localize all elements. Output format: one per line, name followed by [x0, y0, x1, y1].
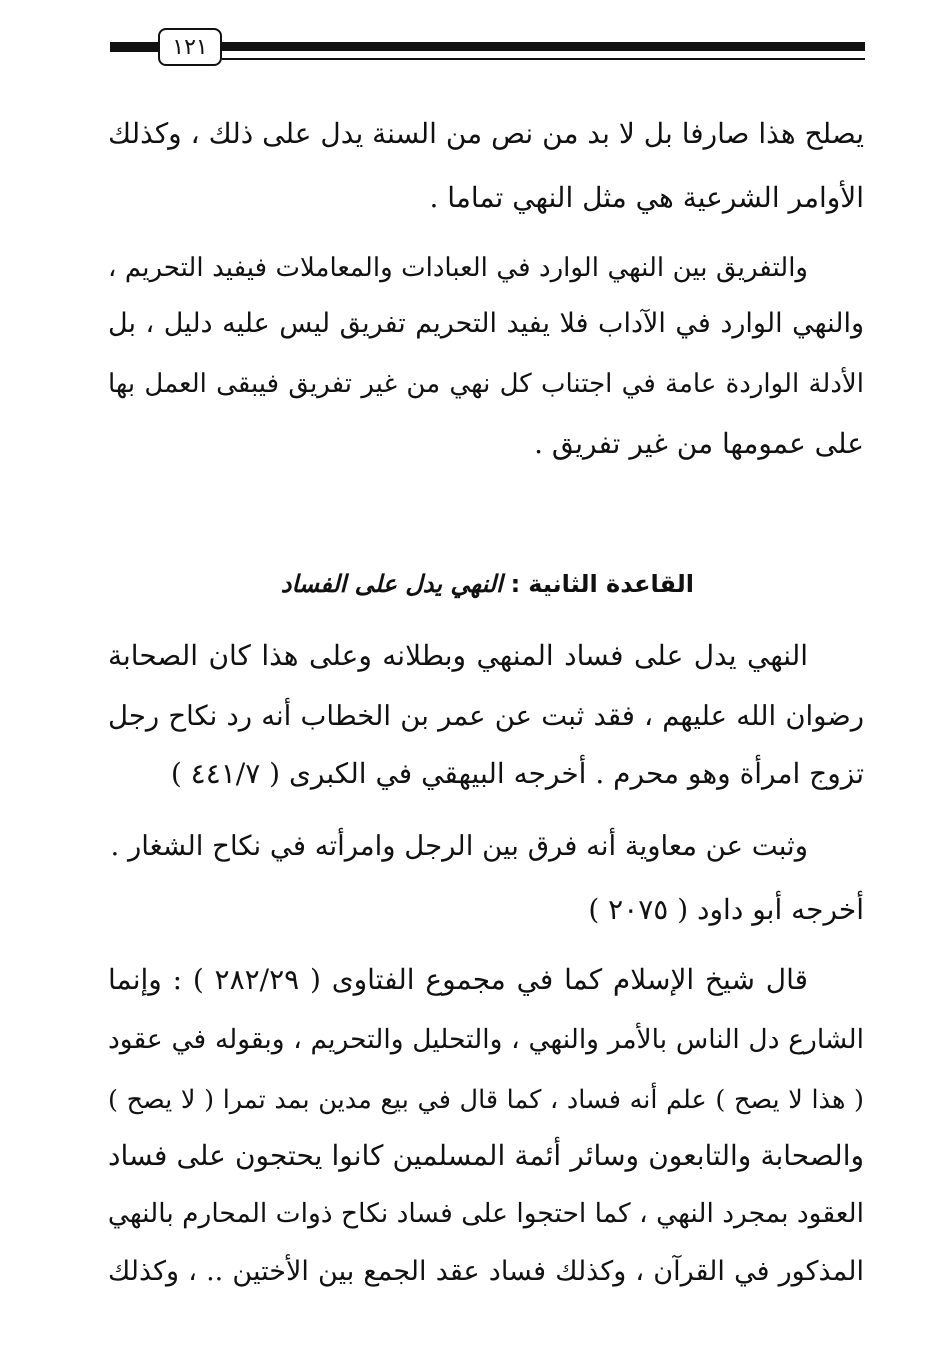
text-line: وثبت عن معاوية أنه فرق بين الرجل وامرأته في نكاح الشغار .: [110, 830, 808, 862]
text-line: العقود بمجرد النهي ، كما احتجوا على فساد نكاح ذوات المحارم بالنهي: [107, 1198, 864, 1229]
text-line: المذكور في القرآن ، وكذلك فساد عقد الجمع بين الأختين .. ، وكذلك: [108, 1256, 864, 1287]
text-line: رضوان الله عليهم ، فقد ثبت عن عمر بن الخطاب أنه رد نكاح رجل: [108, 700, 864, 732]
text-line: الشارع دل الناس بالأمر والنهي ، والتحليل والتحريم ، وبقوله في عقود: [108, 1024, 864, 1055]
page-header: [110, 28, 865, 72]
text-line: والصحابة والتابعون وسائر أئمة المسلمين كانوا يحتجون على فساد: [108, 1139, 864, 1172]
header-rule-left: [110, 42, 158, 52]
text-line: أخرجه أبو داود ( ٢٠٧٥ ): [588, 893, 864, 926]
text-line: تزوج امرأة وهو محرم . أخرجه البيهقي في الكبرى ( ٤٤١/٧ ): [170, 757, 864, 790]
page-number: ١٢١: [158, 28, 222, 66]
heading-separator: :: [510, 570, 521, 598]
text-line: ( هذا لا يصح ) علم أنه فساد ، كما قال في بيع مدين بمد تمرا ( لا يصح ): [108, 1085, 864, 1115]
text-line: قال شيخ الإسلام كما في مجموع الفتاوى ( ٢٨٢/٢٩ ) : وإنما: [108, 963, 809, 996]
heading-title: النهي يدل على الفساد: [280, 570, 503, 598]
heading-lead: القاعدة الثانية: [528, 570, 694, 598]
header-rule-thick: [222, 42, 865, 51]
text-line: النهي يدل على فساد المنهي وبطلانه وعلى هذا كان الصحابة: [108, 639, 808, 672]
text-line: الأدلة الواردة عامة في اجتناب كل نهي من غير تفريق فيبقى العمل بها: [108, 369, 864, 399]
text-line: يصلح هذا صارفا بل لا بد من نص من السنة يدل على ذلك ، وكذلك: [108, 117, 864, 150]
section-heading: [281, 564, 694, 604]
text-line: الأوامر الشرعية هي مثل النهي تماما .: [429, 181, 864, 214]
text-line: والنهي الوارد في الآداب فلا يفيد التحريم تفريق ليس عليه دليل ، بل: [108, 308, 864, 339]
text-line: على عمومها من غير تفريق .: [534, 427, 864, 460]
text-line: والتفريق بين النهي الوارد في العبادات والمعاملات فيفيد التحريم ،: [108, 253, 808, 283]
header-rule-thin: [222, 58, 865, 60]
